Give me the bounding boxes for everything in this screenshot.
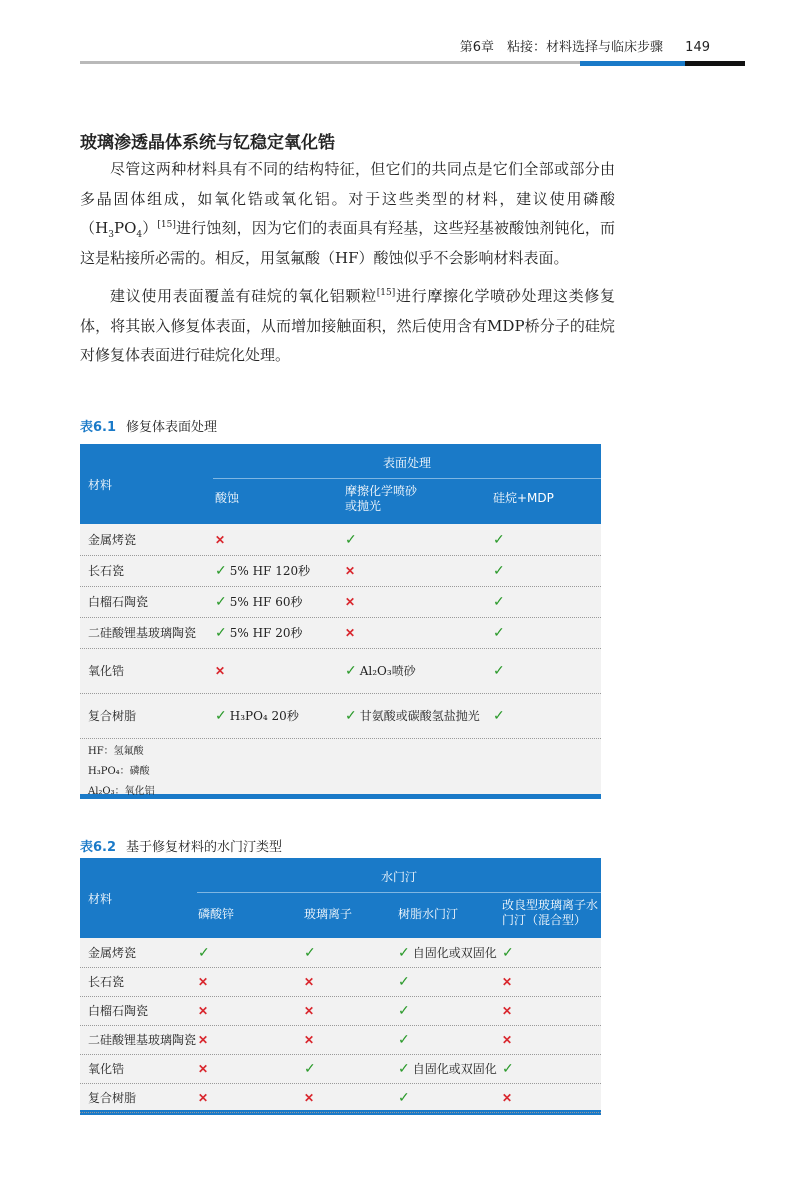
- table-cell: [215, 586, 302, 617]
- table-cell: [398, 996, 413, 1025]
- table-row: [80, 1083, 601, 1113]
- table-cell: [198, 1083, 208, 1112]
- table1-group-header: 表面处理: [382, 456, 431, 470]
- header-rule-gray: [80, 61, 580, 64]
- table-cell: [215, 693, 299, 738]
- check-icon: ✓: [398, 1060, 410, 1077]
- table-cell: [398, 1025, 413, 1054]
- check-icon: ✓: [493, 593, 505, 610]
- table-row: [80, 1025, 601, 1055]
- table-cell: [398, 1054, 497, 1083]
- table-cell: [198, 938, 213, 967]
- table-cell: [198, 1025, 208, 1054]
- table-cell: [304, 1083, 314, 1112]
- cross-icon: ✕: [345, 563, 356, 578]
- table-row: [80, 1054, 601, 1084]
- table-cell: [215, 648, 225, 693]
- cell-text: 5% HF 120秒: [229, 564, 311, 578]
- table-row: [80, 693, 601, 739]
- check-icon: ✓: [398, 1002, 410, 1019]
- cell-text: 自固化或双固化: [412, 946, 497, 960]
- table-cell: [215, 524, 225, 555]
- cross-icon: ✕: [502, 1032, 513, 1047]
- row-material: 氧化锆: [88, 664, 125, 678]
- table-cell: [493, 586, 508, 617]
- cross-icon: ✕: [198, 1061, 209, 1076]
- cross-icon: ✕: [198, 1003, 209, 1018]
- cell-text: 5% HF 20秒: [229, 626, 303, 640]
- table-cell: [198, 1054, 208, 1083]
- row-material: 复合树脂: [88, 709, 137, 723]
- formula-h: H: [95, 219, 109, 237]
- para1-close: ）: [142, 219, 158, 237]
- table1-header: [80, 444, 601, 524]
- table-row: [80, 938, 601, 968]
- table-cell: [198, 967, 208, 996]
- para1-text-b: 进行蚀刻，因为它们的表面具有羟基，这些羟基被酸蚀剂钝化，而这是粘接所必需的。相反，用氢氟酸（HF）酸蚀似乎不会影响材料表面。: [80, 219, 615, 267]
- table2-title: 基于修复材料的水门汀类型: [126, 840, 283, 855]
- cross-icon: ✕: [198, 1032, 209, 1047]
- check-icon: ✓: [398, 1031, 410, 1048]
- running-header: [460, 36, 710, 55]
- table-cell: [493, 693, 508, 738]
- table1-note: H₃PO₄：磷酸: [88, 766, 150, 777]
- cross-icon: ✕: [345, 625, 356, 640]
- cross-icon: ✕: [215, 663, 226, 678]
- table2-header: [80, 858, 601, 938]
- row-material: 白榴石陶瓷: [88, 595, 149, 609]
- table-cell: [304, 938, 319, 967]
- check-icon: ✓: [215, 707, 227, 724]
- table-cell: [502, 1083, 512, 1112]
- check-icon: ✓: [345, 662, 357, 679]
- row-material: 金属烤瓷: [88, 946, 137, 960]
- table2-column-header: 改良型玻璃离子水 门汀（混合型）: [502, 898, 599, 927]
- row-material: 二硅酸锂基玻璃陶瓷: [88, 626, 197, 640]
- table1-group-divider: [213, 478, 601, 479]
- table-cell: [215, 617, 302, 648]
- cross-icon: ✕: [502, 1003, 513, 1018]
- table-cell: [398, 967, 413, 996]
- citation-15a: [15]: [157, 220, 176, 230]
- check-icon: ✓: [398, 973, 410, 990]
- table-cell: [502, 1054, 517, 1083]
- table-cell: [198, 996, 208, 1025]
- row-material: 复合树脂: [88, 1091, 137, 1105]
- table-cell: [502, 996, 512, 1025]
- check-icon: ✓: [502, 944, 514, 961]
- table-cell: [502, 938, 517, 967]
- table1-note: Al₂O₃：氧化铝: [88, 786, 155, 797]
- table1-column-header: 酸蚀: [215, 491, 240, 505]
- cell-text: 自固化或双固化: [412, 1062, 497, 1076]
- table2-column-header: 玻璃离子: [304, 907, 353, 921]
- row-material: 二硅酸锂基玻璃陶瓷: [88, 1033, 197, 1047]
- table2: [80, 858, 601, 1115]
- table1-title: 修复体表面处理: [126, 420, 218, 435]
- paragraph-2: [80, 282, 615, 371]
- table1-column-header: 硅烷+MDP: [493, 491, 554, 505]
- check-icon: ✓: [198, 944, 210, 961]
- table2-material-header: 材料: [88, 892, 113, 906]
- paragraph-1: [80, 155, 615, 273]
- table2-column-header: 树脂水门汀: [398, 907, 459, 921]
- table2-group-header: 水门汀: [380, 870, 417, 884]
- citation-15b: [15]: [376, 288, 396, 298]
- table-row: [80, 555, 601, 587]
- table-cell: [502, 967, 512, 996]
- para1-text-a: 尽管这两种材料具有不同的结构特征，但它们的共同点是它们全部或部分由多晶固体组成，如氧化锆或氧化铝。对于这些类型的材料，建议使用磷酸（: [80, 160, 615, 237]
- cross-icon: ✕: [304, 1003, 315, 1018]
- table-cell: [304, 967, 314, 996]
- table-cell: [345, 524, 360, 555]
- table2-label: 表6.2: [80, 840, 117, 855]
- row-material: 金属烤瓷: [88, 533, 137, 547]
- table1-caption: [80, 416, 217, 435]
- check-icon: ✓: [304, 944, 316, 961]
- header-rule-blue: [580, 61, 685, 66]
- table-cell: [502, 1025, 512, 1054]
- table-cell: [493, 648, 508, 693]
- check-icon: ✓: [493, 562, 505, 579]
- table-cell: [215, 555, 310, 586]
- row-material: 长石瓷: [88, 975, 125, 989]
- check-icon: ✓: [215, 593, 227, 610]
- cross-icon: ✕: [215, 532, 226, 547]
- table1-column-header: 摩擦化学喷砂 或抛光: [345, 484, 418, 513]
- table-cell: [345, 586, 355, 617]
- cell-text: 甘氨酸或碳酸氢盐抛光: [359, 709, 480, 723]
- table2-column-header: 磷酸锌: [198, 907, 235, 921]
- formula-po: PO: [113, 219, 137, 237]
- check-icon: ✓: [215, 624, 227, 641]
- table-cell: [345, 555, 355, 586]
- check-icon: ✓: [215, 562, 227, 579]
- table2-caption: [80, 836, 282, 855]
- table-cell: [398, 1083, 413, 1112]
- section-title: 玻璃渗透晶体系统与钇稳定氧化锆: [80, 133, 335, 153]
- check-icon: ✓: [493, 662, 505, 679]
- cross-icon: ✕: [198, 974, 209, 989]
- check-icon: ✓: [398, 1089, 410, 1106]
- header-rule-black: [685, 61, 745, 66]
- table1-bottom-rule: [80, 794, 601, 799]
- table-cell: [345, 617, 355, 648]
- formula-h-sub: 3: [108, 230, 114, 240]
- chapter-title: 第6章 粘接：材料选择与临床步骤: [459, 40, 664, 55]
- check-icon: ✓: [493, 624, 505, 641]
- para2-text-b: 进行摩擦化学喷砂处理这类修复体，将其嵌入修复体表面，从而增加接触面积，然后使用含有MDP桥分子的硅烷对修复体表面进行硅烷化处理。: [80, 287, 615, 364]
- table1-label: 表6.1: [80, 420, 117, 435]
- cross-icon: ✕: [304, 1090, 315, 1105]
- row-material: 长石瓷: [88, 564, 125, 578]
- check-icon: ✓: [493, 707, 505, 724]
- table-row: [80, 524, 601, 556]
- cross-icon: ✕: [502, 1090, 513, 1105]
- table1-material-header: 材料: [88, 478, 113, 492]
- table-cell: [493, 524, 508, 555]
- table-cell: [345, 693, 480, 738]
- cross-icon: ✕: [345, 594, 356, 609]
- table-cell: [398, 938, 497, 967]
- row-material: 白榴石陶瓷: [88, 1004, 149, 1018]
- check-icon: ✓: [304, 1060, 316, 1077]
- formula-po-sub: 4: [136, 230, 143, 240]
- cell-text: Al₂O₃喷砂: [359, 664, 416, 678]
- para2-text-a: 建议使用表面覆盖有硅烷的氧化铝颗粒: [110, 287, 377, 305]
- check-icon: ✓: [502, 1060, 514, 1077]
- table-row: [80, 648, 601, 694]
- table2-group-divider: [197, 892, 601, 893]
- row-material: 氧化锆: [88, 1062, 125, 1076]
- table1-note: HF：氢氟酸: [88, 746, 144, 757]
- cell-text: 5% HF 60秒: [229, 595, 303, 609]
- table-cell: [493, 617, 508, 648]
- page-number: 149: [685, 40, 710, 55]
- check-icon: ✓: [345, 707, 357, 724]
- table-cell: [345, 648, 416, 693]
- table1-notes: [88, 742, 155, 802]
- table-row: [80, 586, 601, 618]
- check-icon: ✓: [398, 944, 410, 961]
- cross-icon: ✕: [502, 974, 513, 989]
- check-icon: ✓: [493, 531, 505, 548]
- cross-icon: ✕: [304, 1032, 315, 1047]
- table-row: [80, 967, 601, 997]
- table-row: [80, 996, 601, 1026]
- table-cell: [493, 555, 508, 586]
- table-cell: [304, 1025, 314, 1054]
- cross-icon: ✕: [198, 1090, 209, 1105]
- table1: [80, 444, 601, 799]
- table-row: [80, 617, 601, 649]
- table-cell: [304, 1054, 319, 1083]
- table-cell: [304, 996, 314, 1025]
- check-icon: ✓: [345, 531, 357, 548]
- cross-icon: ✕: [304, 974, 315, 989]
- cell-text: H₃PO₄ 20秒: [229, 709, 299, 723]
